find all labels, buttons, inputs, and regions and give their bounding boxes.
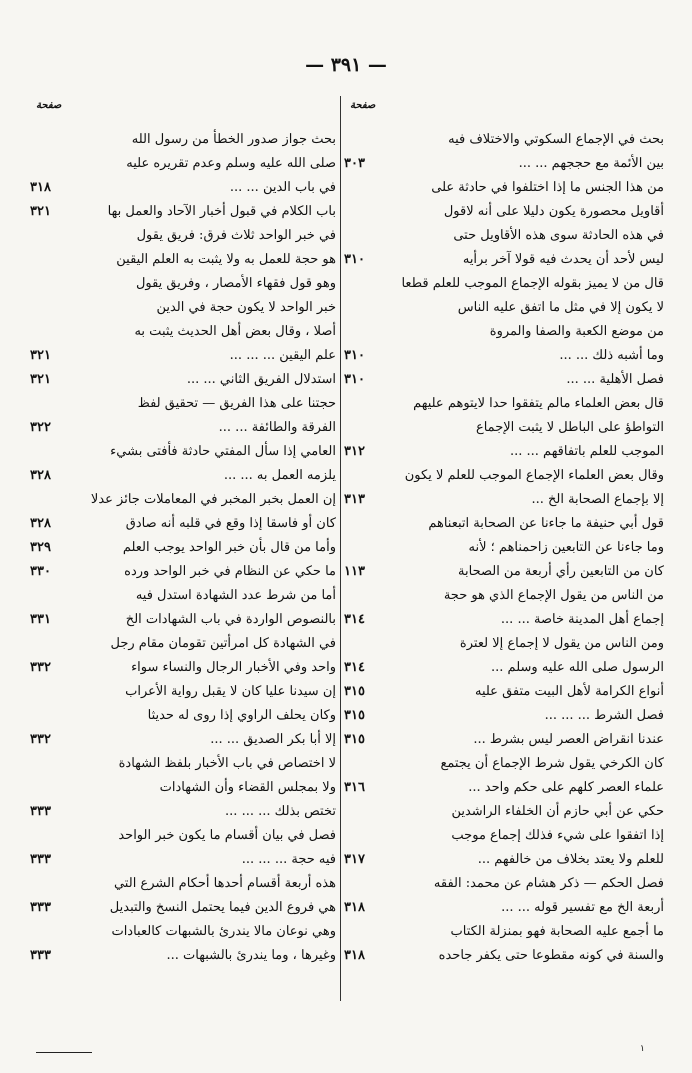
entry-text: وهو قول فقهاء الأمصار ، وفريق يقول xyxy=(135,276,336,291)
right-column-entry xyxy=(344,368,664,392)
entry-text: وما جاءنا عن التابعين زاحمناهم ؛ لأنه xyxy=(468,540,664,555)
entry-text: ما حكي عن النظام في خبر الواحد ورده xyxy=(124,564,336,579)
entry-text: إذا اتفقوا على شيء فذلك إجماع موجب xyxy=(451,828,664,843)
entry-page-number: ٣٣٣ xyxy=(30,804,51,819)
left-column-entry xyxy=(30,752,336,776)
left-column-entry xyxy=(30,800,336,824)
entry-text: كان من التابعين رأي أربعة من الصحابة xyxy=(458,564,664,579)
right-column-entry xyxy=(344,296,664,320)
entry-text: فصل الحكم — ذكر هشام عن محمد: الفقه xyxy=(433,876,664,891)
right-column-entry xyxy=(344,872,664,896)
entry-text: من هذا الجنس ما إذا اختلفوا في حادثة على xyxy=(431,180,664,195)
left-column-entry xyxy=(30,608,336,632)
right-column-entry xyxy=(344,200,664,224)
left-column-entry xyxy=(30,248,336,272)
entry-page-number: ٣١٦ xyxy=(344,780,365,795)
right-column-entry xyxy=(344,800,664,824)
page-number: — ٣٩١ — xyxy=(305,54,387,76)
left-column-entry xyxy=(30,656,336,680)
left-column-entry xyxy=(30,296,336,320)
entry-page-number: ٣١٥ xyxy=(344,684,365,699)
left-column-entry xyxy=(30,848,336,872)
left-column-entry xyxy=(30,320,336,344)
entry-text: قال بعض العلماء مالم يتفقوا حدا لايتوهم عليهم xyxy=(413,396,664,411)
entry-text: لا اختصاص في باب الأخبار بلفظ الشهادة xyxy=(118,756,336,771)
left-column-entry xyxy=(30,728,336,752)
left-column-entry xyxy=(30,152,336,176)
entry-text: كان الكرخي يقول شرط الإجماع أن يجتمع xyxy=(440,756,664,771)
entry-text: تختص بذلك ... ... ... xyxy=(225,804,336,819)
column-divider xyxy=(340,96,341,1001)
entry-text: استدلال الفريق الثاني ... ... xyxy=(186,372,336,387)
footnote-rule xyxy=(36,1052,92,1053)
left-column-entry xyxy=(30,344,336,368)
entry-page-number: ٣١٠ xyxy=(344,372,365,387)
right-column-entry xyxy=(344,176,664,200)
entry-page-number: ٣١٨ xyxy=(30,180,51,195)
entry-page-number: ٣٣٣ xyxy=(30,852,51,867)
right-column-entry xyxy=(344,440,664,464)
left-column-entry xyxy=(30,872,336,896)
entry-text: خبر الواحد لا يكون حجة في الدين xyxy=(156,300,336,315)
entry-text: يلزمه العمل به ... ... xyxy=(223,468,336,483)
right-column-entry xyxy=(344,824,664,848)
right-column-entry xyxy=(344,248,664,272)
right-column-entry xyxy=(344,464,664,488)
entry-text: بالنصوص الواردة في باب الشهادات الخ xyxy=(125,612,336,627)
entry-text: إلا أبا بكر الصديق ... ... xyxy=(210,732,336,747)
left-column-entry xyxy=(30,512,336,536)
right-column-entry xyxy=(344,272,664,296)
entry-page-number: ٣٢١ xyxy=(30,372,51,387)
entry-text: قول أبي حنيفة ما جاءنا عن الصحابة اتبعناهم xyxy=(428,516,664,531)
entry-page-number: ٣٢٩ xyxy=(30,540,51,555)
entry-text: أما من شرط عدد الشهادة استدل فيه xyxy=(135,588,336,603)
entry-text: إن العمل بخبر المخبر في المعاملات جائز عدلا xyxy=(90,492,336,507)
entry-text: هو حجة للعمل به ولا يثبت به العلم اليقين xyxy=(116,252,336,267)
right-column-entry xyxy=(344,608,664,632)
left-column-entry xyxy=(30,200,336,224)
right-column-entry xyxy=(344,632,664,656)
entry-page-number: ٣١٠ xyxy=(344,252,365,267)
left-column-entry xyxy=(30,536,336,560)
entry-text: واحد وفي الأخبار الرجال والنساء سواء xyxy=(131,660,336,675)
entry-text: والسنة في كونه مقطوعا حتى يكفر جاحده xyxy=(438,948,664,963)
entry-page-number: ٣٢١ xyxy=(30,204,51,219)
entry-text: صلى الله عليه وسلم وعدم تقريره عليه xyxy=(126,156,336,171)
right-column-entry xyxy=(344,536,664,560)
entry-text: فصل في بيان أقسام ما يكون خبر الواحد xyxy=(118,828,336,843)
entry-page-number: ٣١٢ xyxy=(344,444,365,459)
entry-text: فصل الشرط ... ... ... xyxy=(544,708,664,723)
entry-page-number: ٣١٧ xyxy=(344,852,365,867)
entry-text: للعلم ولا يعتد بخلاف من خالفهم ... xyxy=(477,852,664,867)
right-column-entry xyxy=(344,752,664,776)
entry-text: العامي إذا سأل المفتي حادثة فأفتى بشيء xyxy=(110,444,336,459)
left-column-entry xyxy=(30,416,336,440)
right-column-entry xyxy=(344,656,664,680)
right-column-entry xyxy=(344,392,664,416)
entry-text: ولا بمجلس القضاء وأن الشهادات xyxy=(159,780,336,795)
entry-page-number: ٣٣٠ xyxy=(30,564,51,579)
right-column-entry xyxy=(344,728,664,752)
right-column-entry xyxy=(344,320,664,344)
right-column-entry xyxy=(344,224,664,248)
entry-page-number: ٣١٥ xyxy=(344,732,365,747)
entry-text: أربعة الخ مع تفسير قوله ... ... xyxy=(501,900,664,915)
entry-page-number: ١١٣ xyxy=(344,564,365,579)
footer-mark: ١ xyxy=(640,1044,645,1054)
entry-text: هذه أربعة أقسام أحدها أحكام الشرع التي xyxy=(113,876,336,891)
entry-text: في هذه الحادثة سوى هذه الأقاويل حتى xyxy=(453,228,664,243)
entry-text: التواطؤ على الباطل لا يثبت الإجماع xyxy=(475,420,664,435)
entry-text: حجتنا على هذا الفريق — تحقيق لفظ xyxy=(137,396,336,411)
entry-text: فصل الأهلية ... ... xyxy=(566,372,664,387)
right-column-entry xyxy=(344,920,664,944)
right-column-entry xyxy=(344,944,664,968)
left-column-entry xyxy=(30,920,336,944)
entry-text: أصلا ، وقال بعض أهل الحديث يثبت به xyxy=(134,324,336,339)
left-column-entry xyxy=(30,896,336,920)
left-column-entry xyxy=(30,584,336,608)
entry-page-number: ٣٢١ xyxy=(30,348,51,363)
entry-text: من الناس من يقول الإجماع الذي هو حجة xyxy=(443,588,664,603)
left-column-entry xyxy=(30,632,336,656)
entry-text: بحث في الإجماع السكوتي والاختلاف فيه xyxy=(448,132,664,147)
entry-text: الموجب للعلم باتفاقهم ... ... xyxy=(509,444,664,459)
right-index-column xyxy=(344,128,664,968)
entry-page-number: ٣٣٣ xyxy=(30,948,51,963)
right-column-entry xyxy=(344,896,664,920)
entry-text: إلا بإجماع الصحابة الخ ... xyxy=(531,492,664,507)
left-column-entry xyxy=(30,272,336,296)
left-index-column xyxy=(30,128,336,968)
entry-text: الرسول صلى الله عليه وسلم ... xyxy=(491,660,664,675)
right-column-entry xyxy=(344,560,664,584)
right-column-label: صفحة xyxy=(350,100,376,111)
left-column-entry xyxy=(30,488,336,512)
entry-text: لا يكون إلا في مثل ما اتفق عليه الناس xyxy=(457,300,664,315)
entry-text: إجماع أهل المدينة خاصة ... ... xyxy=(500,612,664,627)
entry-text: بحث جواز صدور الخطأ من رسول الله xyxy=(131,132,336,147)
entry-text: هي فروع الدين فيما يحتمل النسخ والتبديل xyxy=(109,900,336,915)
entry-text: علم اليقين ... ... ... xyxy=(229,348,336,363)
entry-text: ما أجمع عليه الصحابة فهو بمنزلة الكتاب xyxy=(450,924,664,939)
entry-text: وغيرها ، وما يندرئ بالشبهات ... xyxy=(166,948,336,963)
left-column-entry xyxy=(30,464,336,488)
right-column-entry xyxy=(344,512,664,536)
entry-page-number: ٣١٥ xyxy=(344,708,365,723)
left-column-entry xyxy=(30,560,336,584)
right-column-entry xyxy=(344,344,664,368)
left-column-entry xyxy=(30,392,336,416)
entry-page-number: ٣٢٨ xyxy=(30,516,51,531)
entry-text: باب الكلام في قبول أخبار الآحاد والعمل بها xyxy=(107,204,336,219)
entry-page-number: ٣٢٨ xyxy=(30,468,51,483)
left-column-entry xyxy=(30,368,336,392)
entry-text: فيه حجة ... ... ... xyxy=(241,852,336,867)
entry-page-number: ٣١٣ xyxy=(344,492,365,507)
entry-page-number: ٣١٤ xyxy=(344,660,365,675)
left-column-entry xyxy=(30,944,336,968)
right-column-entry xyxy=(344,152,664,176)
left-column-label: صفحة xyxy=(36,100,62,111)
right-column-entry xyxy=(344,584,664,608)
entry-text: في الشهادة كل امرأتين تقومان مقام رجل xyxy=(110,636,336,651)
right-column-entry xyxy=(344,416,664,440)
right-column-entry xyxy=(344,680,664,704)
entry-text: ليس لأحد أن يحدث فيه قولا آخر برأيه xyxy=(462,252,664,267)
left-column-entry xyxy=(30,224,336,248)
left-column-entry xyxy=(30,824,336,848)
entry-page-number: ٣١٠ xyxy=(344,348,365,363)
right-column-entry xyxy=(344,704,664,728)
left-column-entry xyxy=(30,680,336,704)
entry-text: في خبر الواحد ثلاث فرق: فريق يقول xyxy=(136,228,336,243)
entry-page-number: ٣٢٢ xyxy=(30,420,51,435)
entry-text: الفرقة والطائفة ... ... xyxy=(218,420,336,435)
entry-text: في باب الدين ... ... xyxy=(229,180,336,195)
entry-text: وهي نوعان مالا يندرئ بالشبهات كالعبادات xyxy=(111,924,336,939)
right-column-entry xyxy=(344,848,664,872)
entry-text: وقال بعض العلماء الإجماع الموجب للعلم لا يكون xyxy=(404,468,664,483)
entry-page-number: ٣١٨ xyxy=(344,948,365,963)
entry-text: عندنا انقراض العصر ليس بشرط ... xyxy=(473,732,664,747)
entry-text: وما أشبه ذلك ... ... xyxy=(559,348,664,363)
left-column-entry xyxy=(30,704,336,728)
entry-page-number: ٣١٤ xyxy=(344,612,365,627)
right-column-entry xyxy=(344,776,664,800)
entry-text: وكان يحلف الراوي إذا روى له حديثا xyxy=(147,708,336,723)
entry-text: حكي عن أبي حازم أن الخلفاء الراشدين xyxy=(451,804,664,819)
entry-text: وأما من قال بأن خبر الواحد يوجب العلم xyxy=(122,540,336,555)
entry-page-number: ٣١٨ xyxy=(344,900,365,915)
right-column-entry xyxy=(344,488,664,512)
entry-text: إن سيدنا عليا كان لا يقبل رواية الأعراب xyxy=(125,684,336,699)
entry-text: بين الأئمة مع حججهم ... ... xyxy=(518,156,664,171)
left-column-entry xyxy=(30,440,336,464)
left-column-entry xyxy=(30,776,336,800)
entry-page-number: ٣٠٣ xyxy=(344,156,365,171)
entry-text: أقاويل محصورة يكون دليلا على أنه لاقول xyxy=(443,204,664,219)
right-column-entry xyxy=(344,128,664,152)
left-column-entry xyxy=(30,176,336,200)
entry-text: من موضع الكعبة والصفا والمروة xyxy=(489,324,664,339)
entry-page-number: ٣٣٢ xyxy=(30,660,51,675)
entry-text: أنواع الكرامة لأهل البيت متفق عليه xyxy=(474,684,664,699)
entry-text: قال من لا يميز بقوله الإجماع الموجب للعلم قطعا xyxy=(401,276,664,291)
entry-text: ومن الناس من يقول لا إجماع إلا لعترة xyxy=(459,636,664,651)
entry-page-number: ٣٣١ xyxy=(30,612,51,627)
entry-text: علماء العصر كلهم على حكم واحد ... xyxy=(468,780,664,795)
left-column-entry xyxy=(30,128,336,152)
entry-page-number: ٣٣٢ xyxy=(30,732,51,747)
entry-text: كان أو فاسقا إذا وقع في قلبه أنه صادق xyxy=(125,516,336,531)
entry-page-number: ٣٣٣ xyxy=(30,900,51,915)
